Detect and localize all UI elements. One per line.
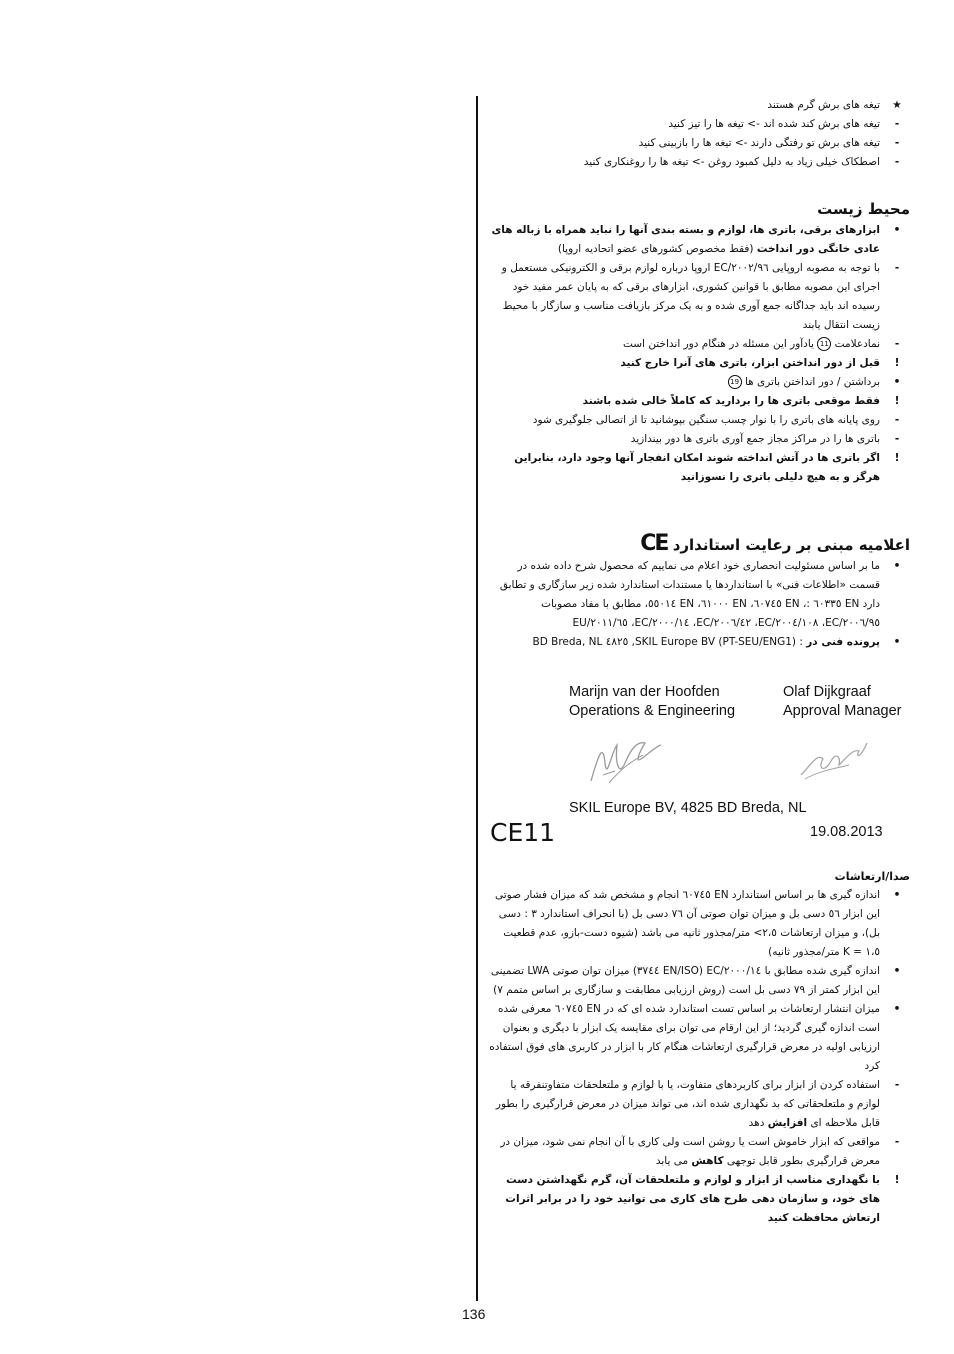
environment-heading: محیط زیست <box>817 200 910 218</box>
left-signatory-name: Marijn van der Hoofden <box>569 684 720 700</box>
conformity-bullet-text: ما بر اساس مسئولیت انحصاری خود اعلام می نماییم که محصول شرح داده شده در قسمت «اطلاعات فنی» با استانداردها یا مستندات استاندارد شده زیر سازگاری و تطابق دارد EN ٦٠٣٣٥ :، EN ٦٠٧٤٥، EN ٦١٠٠٠، EN ٥٥٠١٤، مطابق با مفاد مصوبات ٢٠٠٦/٩٥/EC، ٢٠٠٤/١٠٨/EC، ٢٠٠٦/٤٢/EC، ٢٠٠٠/١٤/EC، ٢٠١١/٦٥/EU <box>499 560 880 629</box>
environment-bullet: • برداشتن / دور انداختن باتری ها 19 <box>488 373 910 392</box>
environment-dash-text: یادآور این مسئله در هنگام دور انداختن است <box>622 338 818 350</box>
noise-dash-text: استفاده کردن از ابزار برای کاربردهای متفاوت، یا با لوازم و ملتعلحقات متفاوتنفرقه یا لوازم و ملتعلحقاتی که بد نگهداری شده اند، می تواند میزان در معرض قرارگیری را بطور قابل ملاحظه ای <box>495 1079 880 1129</box>
environment-dash-text: با توجه به مصوبه اروپایی ۲۰۰۲/۹٦/EC اروپا درباره لوازم برقی و الکترونیکی مستعمل و اجرای این مصوبه مطابق با قوانین کشوری، ابزارهای برقی که به پایان عمر مفید خود رسیده اند باید جداگانه جمع آوری شده و به یک مرکز بازیافت مناسب و سازگار با محیط زیست انتقال یابند <box>501 262 880 331</box>
signature-date: 19.08.2013 <box>810 824 883 840</box>
environment-dash: - نمادعلامت 11 یادآور این مسئله در هنگام دور انداختن است <box>622 338 900 350</box>
noise-bullet-text: میزان انتشار ارتعاشات بر اساس تست استاندارد شده ای که در EN ٦٠٧٤٥ معرفی شده است اندازه گیری گردید؛ از این ارقام می توان برای مقایسه یک ابزار با دیگری و بعنوان ارزیابی اولیه در معرض قرارگیری ارتعاشات هنگام کار با ابزار در کاربری های فوق استفاده کرد <box>489 1003 880 1072</box>
blades-item-text: تیغه های برش تو رفتگی دارند -> تیغه ها را بازبینی کنید <box>638 137 880 149</box>
vertical-divider-rule <box>476 96 478 1301</box>
conformity-bullet-rest: : SKIL Europe BV (PT-SEU/ENG1), ٤٨٢٥ BD Breda, NL <box>532 636 807 648</box>
environment-bullet: • ابزارهای برقی، باتری ها، لوازم و بسته بندی آنها را نباید همراه با زباله های عادی خانگی دور انداخت (فقط مخصوص کشورهای عضو اتحادیه اروپا) <box>491 224 901 255</box>
blades-section <box>488 96 910 172</box>
environment-dash: - با توجه به مصوبه اروپایی ۲۰۰۲/۹٦/EC اروپا درباره لوازم برقی و الکترونیکی مستعمل و اجرای این مصوبه مطابق با قوانین کشوری، ابزارهای برقی که به پایان عمر مفید خود رسیده اند باید جداگانه جمع آوری شده و به یک مرکز بازیافت مناسب و سازگار با محیط زیست انتقال یابند <box>501 262 900 331</box>
blades-item: - تیغه های برش کند شده اند -> تیغه ها را تیز کنید <box>668 118 900 130</box>
conformity-bullet: • ما بر اساس مسئولیت انحصاری خود اعلام می نماییم که محصول شرح داده شده در قسمت «اطلاعات فنی» با استانداردها یا مستندات استاندارد شده زیر سازگاری و تطابق دارد EN ٦٠٣٣٥ :، EN ٦٠٧٤٥، EN ٦١٠٠٠، EN ٥٥٠١٤، مطابق با مفاد مصوبات ٢٠٠٦/٩٥/EC، ٢٠٠٤/١٠٨/EC، ٢٠٠٦/٤٢/EC، ٢٠٠٠/١٤/EC، ٢٠١١/٦٥/EU <box>499 560 901 629</box>
noise-dash: - مواقعی که ابزار خاموش است یا روشن است ولی کاری با آن انجام نمی شود، میزان در معرض قرارگیری بطور قابل توجهی کاهش می یابد <box>500 1136 900 1167</box>
noise-dash-text: دهد <box>748 1117 768 1129</box>
noise-bullet: • میزان انتشار ارتعاشات بر اساس تست استاندارد شده ای که در EN ٦٠٧٤٥ معرفی شده است اندازه گیری گردید؛ از این ارقام می توان برای مقایسه یک ابزار با دیگری و بعنوان ارزیابی اولیه در معرض قرارگیری ارتعاشات هنگام کار با ابزار در کاربری های فوق استفاده کرد <box>489 1003 901 1072</box>
environment-dash-text: روی پایانه های باتری را با نوار چسب سنگین بپوشانید تا از اتصالی جلوگیری شود <box>532 414 880 426</box>
environment-bullet-bold: ابزارهای برقی، باتری ها، لوازم و بسته بندی آنها را نباید همراه با زباله های عادی خانگی دور انداخت <box>491 224 880 255</box>
environment-warning: ! قبل از دور انداختن ابزار، باتری های آنرا خارج کنید <box>620 357 900 369</box>
noise-dash-bold: کاهش <box>691 1155 724 1167</box>
conformity-heading <box>488 532 910 557</box>
noise-bullet-text: اندازه گیری ها بر اساس استاندارد EN ٦٠٧٤٥ انجام و مشخص شد که میزان فشار صوتی این ابزار ٥٦ دسی بل و میزان توان صوتی آن ٧٦ دسی بل (با انحراف استاندارد ٣ : دسی بل)، و میزان ارتعاشات ٢،٥> متر/مجذور ثانیه می باشد (شیوه دست-بازو، عدم قطعیت ١،٥ = K متر/مجذور ثانیه) <box>494 889 880 958</box>
page-number: 136 <box>462 1306 486 1322</box>
environment-warning: ! فقط موقعی باتری ها را بردارید که کاملاً خالی شده باشند <box>582 395 900 407</box>
environment-warning-text: فقط موقعی باتری ها را بردارید که کاملاً خالی شده باشند <box>582 395 880 407</box>
environment-bullet-text: برداشتن / دور انداختن باتری ها <box>741 376 880 388</box>
left-signature-image <box>585 733 665 791</box>
environment-dash-text: باتری ها را در مراکز مجاز جمع آوری باتری ها دور بیندازید <box>630 433 880 445</box>
blades-item-text: اصطکاک خیلی زیاد به دلیل کمبود روغن -> تیغه ها را روغنکاری کنید <box>583 156 880 168</box>
noise-warning-text: با نگهداری مناسب از ابزار و لوازم و ملتعلحقات آن، گرم نگهداشتن دست های خود، و سازمان دهی طرح های کاری می توانید خود را در برابر اثرات ارتعاش محافظت کنید <box>505 1174 880 1224</box>
conformity-section <box>488 532 910 652</box>
blades-title-item <box>488 96 910 115</box>
ce-mark-icon: CE <box>640 531 668 556</box>
right-signatory-title: Approval Manager <box>783 703 902 719</box>
environment-section <box>488 197 910 487</box>
noise-warning: ! با نگهداری مناسب از ابزار و لوازم و ملتعلحقات آن، گرم نگهداشتن دست های خود، و سازمان دهی طرح های کاری می توانید خود را در برابر اثرات ارتعاش محافظت کنید <box>505 1174 900 1224</box>
right-signatory-name: Olaf Dijkgraaf <box>783 684 871 700</box>
environment-warning-text: قبل از دور انداختن ابزار، باتری های آنرا خارج کنید <box>620 357 880 369</box>
callout-number-icon: 19 <box>728 375 742 389</box>
noise-dash: - استفاده کردن از ابزار برای کاربردهای متفاوت، یا با لوازم و ملتعلحقات متفاوتنفرقه یا لوازم و ملتعلحقاتی که بد نگهداری شده اند، می تواند میزان در معرض قرارگیری را بطور قابل ملاحظه ای افزایش دهد <box>495 1079 900 1129</box>
ce11-mark-icon: CE11 <box>490 818 556 847</box>
blades-title: تیغه های برش گرم هستند <box>767 99 880 111</box>
blades-item: - اصطکاک خیلی زیاد به دلیل کمبود روغن -> تیغه ها را روغنکاری کنید <box>583 156 900 168</box>
environment-bullet-rest: (فقط مخصوص کشورهای عضو اتحادیه اروپا) <box>557 243 757 255</box>
noise-bullet-text: اندازه گیری شده مطابق با ٢٠٠٠/١٤/EC (EN/ISO ٣٧٤٤) میزان توان صوتی LWA تضمینی این ابزار کمتر از ٧٩ دسی بل است (روش ارزیابی مطابقت و سازگاری بر اساس متمم ٧) <box>490 965 880 996</box>
environment-dash: - باتری ها را در مراکز مجاز جمع آوری باتری ها دور بیندازید <box>630 433 900 445</box>
environment-warning: ! اگر باتری ها در آتش انداخته شوند امکان انفجار آنها وجود دارد، بنابراین هرگز و به هیچ دلیلی باتری را نسوزانید <box>514 452 900 483</box>
noise-bullet: • اندازه گیری شده مطابق با ٢٠٠٠/١٤/EC (EN/ISO ٣٧٤٤) میزان توان صوتی LWA تضمینی این ابزار کمتر از ٧٩ دسی بل است (روش ارزیابی مطابقت و سازگاری بر اساس متمم ٧) <box>490 965 901 996</box>
conformity-bullet-bold: پرونده فنی در <box>806 636 880 648</box>
noise-bullet: • اندازه گیری ها بر اساس استاندارد EN ٦٠٧٤٥ انجام و مشخص شد که میزان فشار صوتی این ابزار ٥٦ دسی بل و میزان توان صوتی آن ٧٦ دسی بل (با انحراف استاندارد ٣ : دسی بل)، و میزان ارتعاشات ٢،٥> متر/مجذور ثانیه می باشد (شیوه دست-بازو، عدم قطعیت ١،٥ = K متر/مجذور ثانیه) <box>494 889 901 958</box>
environment-dash: - روی پایانه های باتری را با نوار چسب سنگین بپوشانید تا از اتصالی جلوگیری شود <box>532 414 900 426</box>
noise-dash-bold: افزایش <box>767 1117 808 1129</box>
noise-dash-text: مواقعی که ابزار خاموش است یا روشن است ولی کاری با آن انجام نمی شود، میزان در معرض قرارگیری بطور قابل توجهی <box>500 1136 880 1167</box>
noise-dash-text: می یابد <box>655 1155 692 1167</box>
environment-dash-text: نمادعلامت <box>831 338 880 350</box>
star-icon: ★ <box>892 99 902 111</box>
callout-number-icon: 11 <box>817 337 831 351</box>
noise-section <box>488 867 910 1228</box>
environment-warning-text: اگر باتری ها در آتش انداخته شوند امکان انفجار آنها وجود دارد، بنابراین هرگز و به هیچ دلیلی باتری را نسوزانید <box>514 452 880 483</box>
noise-heading: صدا/ارتعاشات <box>834 870 910 883</box>
blades-item-text: تیغه های برش کند شده اند -> تیغه ها را تیز کنید <box>668 118 880 130</box>
left-signatory-title: Operations & Engineering <box>569 703 736 719</box>
blades-item: - تیغه های برش تو رفتگی دارند -> تیغه ها را بازبینی کنید <box>638 137 900 149</box>
conformity-heading-text: اعلامیه مبنی بر رعایت استاندارد <box>672 536 910 554</box>
right-signature-image <box>795 735 871 783</box>
company-address: SKIL Europe BV, 4825 BD Breda, NL <box>569 800 807 816</box>
conformity-bullet: • پرونده فنی در : SKIL Europe BV (PT-SEU/ENG1), ٤٨٢٥ BD Breda, NL <box>532 636 901 648</box>
